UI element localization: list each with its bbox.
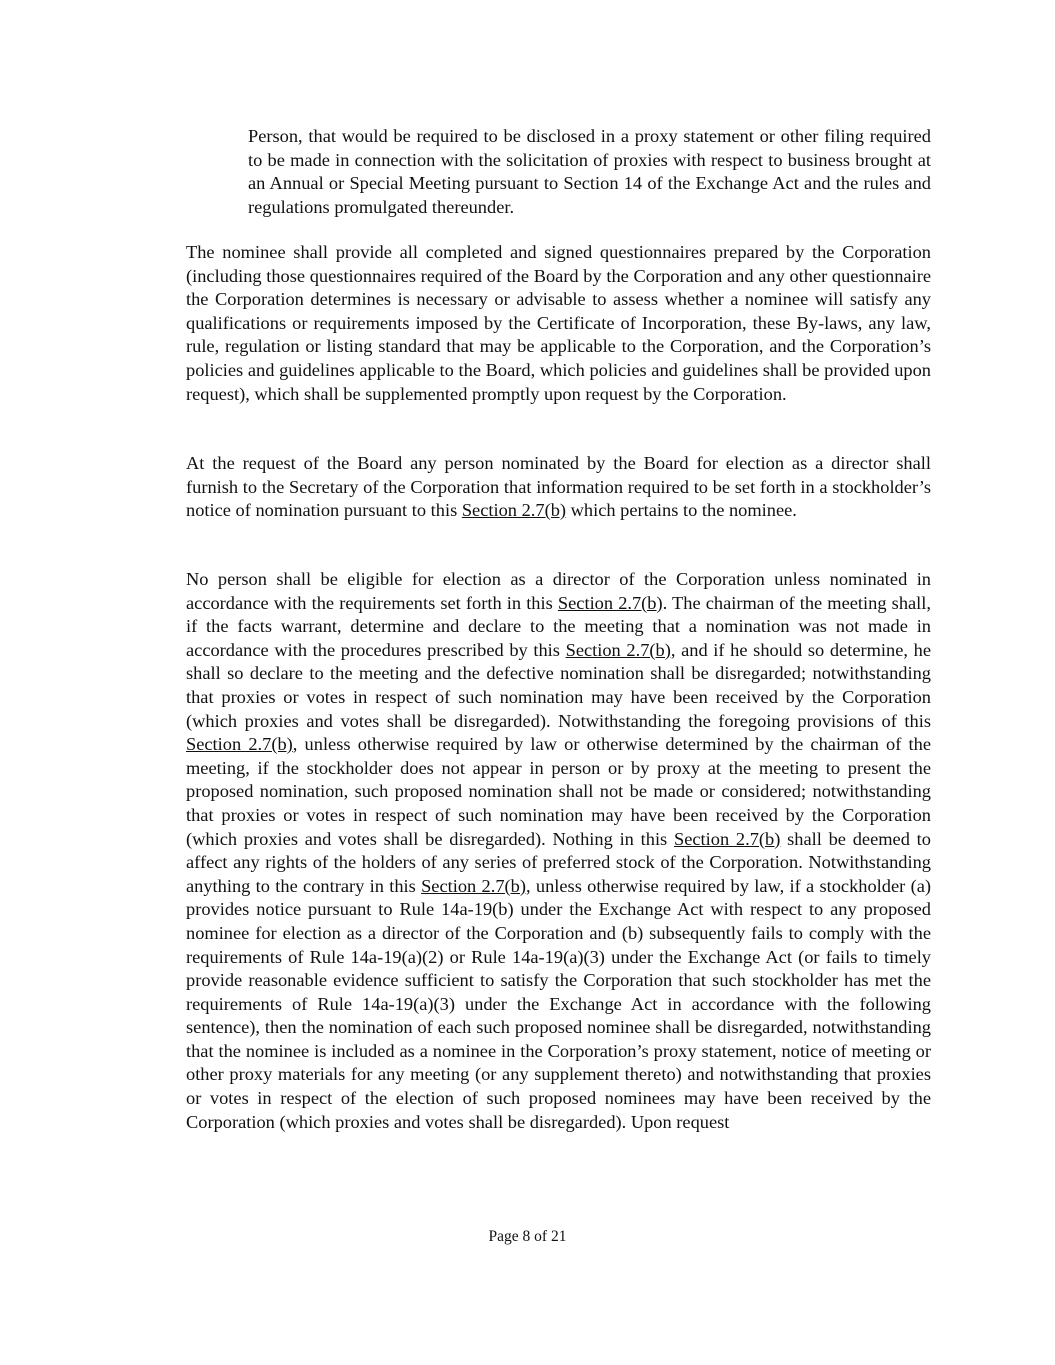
section-reference: Section 2.7(b) bbox=[461, 500, 567, 521]
paragraph-text: , unless otherwise required by law, if a stockholder (a) provides notice pursuant to Rule 14a-19(b) under the Exchange Act with respect to any proposed nominee for election as a director of the Corporation and (b) subsequently fails to comply with the requirements of Rule 14a-19(a)(2) or Rule 14a-19(a)(3) under the Exchange Act (or fails to timely provide reasonable evidence sufficient to satisfy the Corporation that such stockholder has met the requirements of Rule 14a-19(a)(3) under the Exchange Act in accordance with the following sentence), then the nomination of each such proposed nominee shall be disregarded, notwithstanding that the nominee is included as a nominee in the Corporation’s proxy statement, notice of meeting or other proxy materials for any meeting (or any supplement thereto) and notwithstanding that proxies or votes in respect of the election of such proposed nominees may have been received by the Corporation (which proxies and votes shall be disregarded). Upon request bbox=[186, 875, 931, 1132]
page-number-footer: Page 8 of 21 bbox=[488, 1228, 567, 1245]
section-reference: Section 2.7(b) bbox=[557, 592, 663, 613]
section-reference: Section 2.7(b) bbox=[421, 875, 526, 896]
paragraph-nomination-eligibility bbox=[186, 568, 931, 1134]
section-reference: Section 2.7(b) bbox=[565, 639, 671, 660]
paragraph-text: At the request of the Board any person nominated by the Board for election as a director shall furnish to the Secretary of the Corporation that information required to be set forth in a stockholder’s notice of nomination pursuant to this bbox=[186, 453, 931, 521]
paragraph-questionnaires bbox=[186, 241, 931, 406]
section-reference: Section 2.7(b) bbox=[186, 734, 293, 755]
paragraph-disclosure-continuation bbox=[248, 125, 931, 219]
paragraph-text: , unless otherwise required by law or otherwise determined by the chairman of the meeting, if the stockholder does not appear in person or by proxy at the meeting to present the proposed nomination, such proposed nomination shall not be made or considered; notwithstanding that proxies or votes in respect of such nomination may have been received by the Corporation (which proxies and votes shall be disregarded). Nothing in this bbox=[186, 734, 931, 849]
paragraph-text: , and if he should so determine, he shall so declare to the meeting and the defective nomination shall be disregarded; notwithstanding that proxies or votes in respect of such nomination may have been received by the Corporation (which proxies and votes shall be disregarded). Notwithstanding the foregoing provisions of this bbox=[186, 639, 931, 731]
paragraph-text: The nominee shall provide all completed and signed questionnaires prepared by the Corporation (including those questionnaires required of the Board by the Corporation and any other questionnaire the Corporation determines is necessary or advisable to assess whether a nominee will satisfy any qualifications or requirements imposed by the Certificate of Incorporation, these By-laws, any law, rule, regulation or listing standard that may be applicable to the Corporation, and the Corporation’s policies and guidelines applicable to the Board, which policies and guidelines shall be provided upon request), which shall be supplemented promptly upon request by the Corporation. bbox=[186, 242, 931, 404]
paragraph-text: Person, that would be required to be disclosed in a proxy statement or other filing required to be made in connection with the solicitation of proxies with respect to business brought at an Annual or Special Meeting pursuant to Section 14 of the Exchange Act and the rules and regulations promulgated thereunder. bbox=[248, 126, 931, 217]
paragraph-text: . The chairman of the meeting shall, if the facts warrant, determine and declare to the meeting that a nomination was not made in accordance with the procedures prescribed by this bbox=[186, 592, 931, 660]
section-reference: Section 2.7(b) bbox=[673, 828, 781, 849]
paragraph-text: shall be deemed to affect any rights of the holders of any series of preferred stock of the Corporation. Notwithstanding anything to the contrary in this bbox=[186, 828, 931, 896]
paragraph-text: which pertains to the nominee. bbox=[566, 500, 797, 521]
paragraph-text: No person shall be eligible for election as a director of the Corporation unless nominated in accordance with the requirements set forth in this bbox=[186, 569, 931, 613]
paragraph-board-nominee-information bbox=[186, 452, 931, 523]
